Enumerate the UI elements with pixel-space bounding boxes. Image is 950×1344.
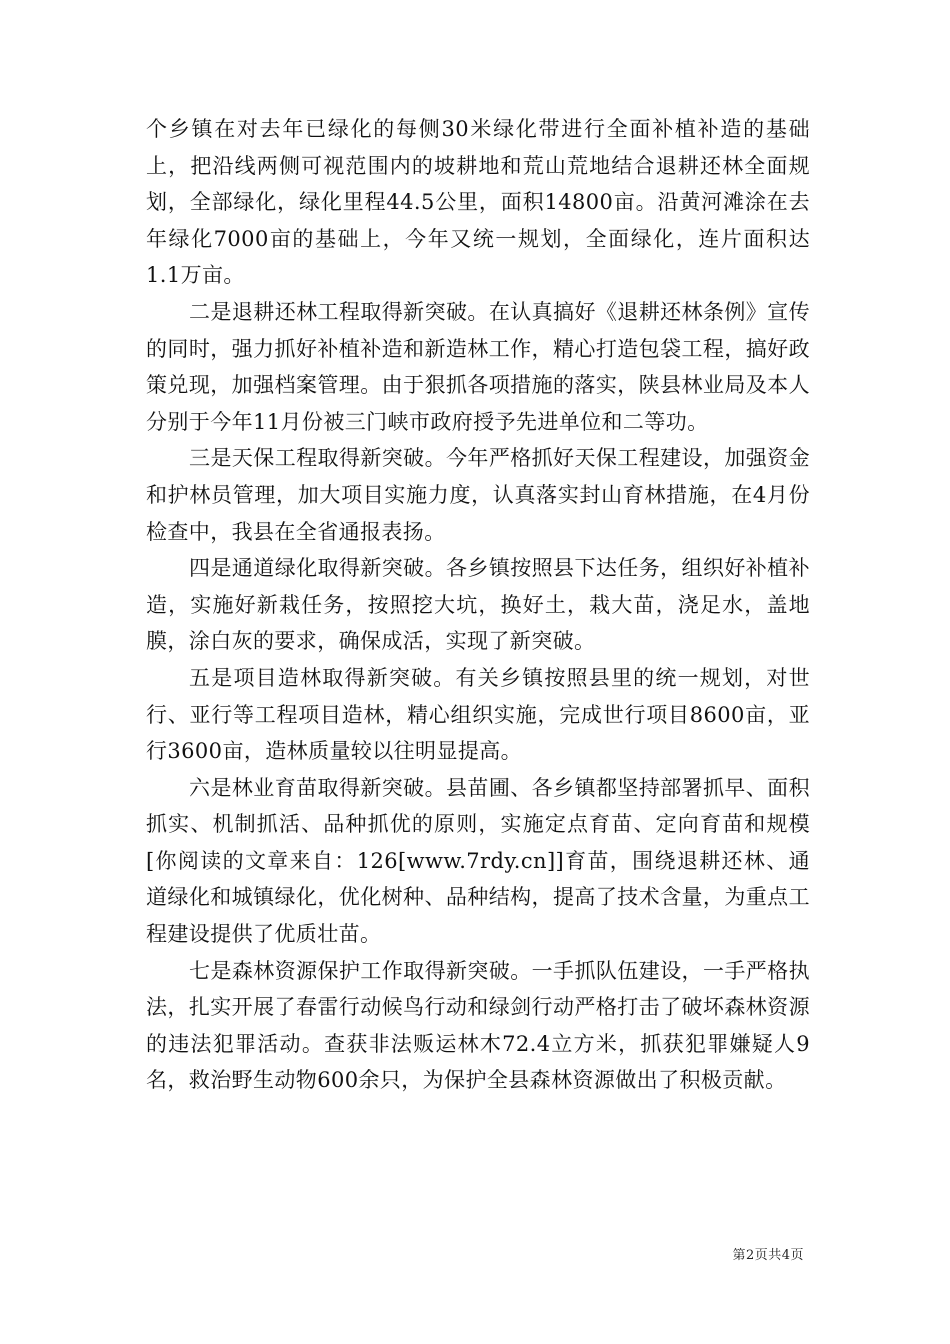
document-body [146, 111, 810, 1099]
paragraph-natural-forest-protection: 三是天保工程取得新突破。今年严格抓好天保工程建设，加强资金和护林员管理，加大项目实施力度，认真落实封山育林措施，在4月份检查中，我县在全省通报表扬。 [146, 446, 810, 544]
paragraph-continuation: 个乡镇在对去年已绿化的每侧30米绿化带进行全面补植补造的基础上，把沿线两侧可视范围内的坡耕地和荒山荒地结合退耕还林全面规划，全部绿化，绿化里程44.5公里，面积14800亩。沿黄河滩涂在去年绿化7000亩的基础上，今年又统一规划，全面绿化，连片面积达1.1万亩。 [146, 117, 810, 288]
paragraph-returning-farmland: 二是退耕还林工程取得新突破。在认真搞好《退耕还林条例》宣传的同时，强力抓好补植补造和新造林工作，精心打造包袋工程，搞好政策兑现，加强档案管理。由于狠抓各项措施的落实，陕县林业局及本人分别于今年11月份被三门峡市政府授予先进单位和二等功。 [146, 299, 810, 434]
paragraph-road-greening: 四是通道绿化取得新突破。各乡镇按照县下达任务，组织好补植补造，实施好新栽任务，按照挖大坑，换好土，栽大苗，浇足水，盖地膜，涂白灰的要求，确保成活，实现了新突破。 [146, 556, 810, 654]
paragraph-project-afforestation: 五是项目造林取得新突破。有关乡镇按照县里的统一规划，对世行、亚行等工程项目造林，精心组织实施，完成世行项目8600亩，亚行3600亩，造林质量较以往明显提高。 [146, 665, 810, 764]
paragraph-seedling-cultivation: 六是林业育苗取得新突破。县苗圃、各乡镇都坚持部署抓早、面积抓实、机制抓活、品种抓优的原则，实施定点育苗、定向育苗和规模[你阅读的文章来自：126[www.7rdy.cn]]育苗，围绕退耕还林、通道绿化和城镇绿化，优化树种、品种结构，提高了技术含量，为重点工程建设提供了优质壮苗。 [146, 775, 810, 947]
paragraph-forest-resource-protection: 七是森林资源保护工作取得新突破。一手抓队伍建设，一手严格执法，扎实开展了春雷行动候鸟行动和绿剑行动严格打击了破坏森林资源的违法犯罪活动。查获非法贩运林木72.4立方米，抓获犯罪嫌疑人9名，救治野生动物600余只，为保护全县森林资源做出了积极贡献。 [146, 958, 810, 1093]
page-number: 第2页共4页 [732, 1248, 804, 1263]
